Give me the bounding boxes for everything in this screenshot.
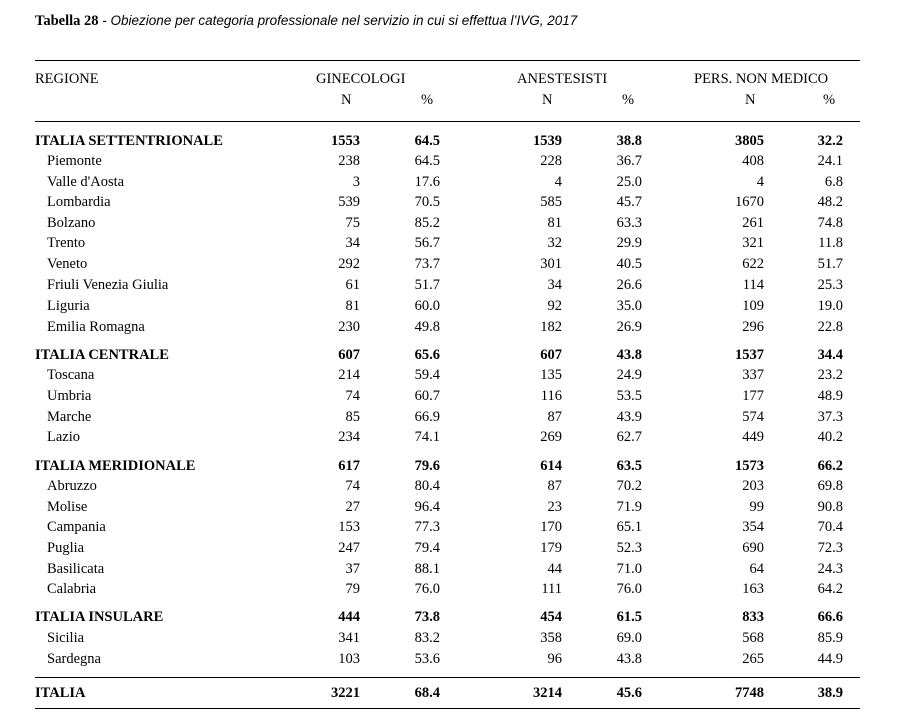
region-name: ITALIA INSULARE (35, 609, 164, 625)
cell-pers-pct: 70.4 (817, 519, 843, 535)
cell-pers-n: 64 (749, 561, 764, 577)
cell-pers-pct: 90.8 (817, 499, 843, 515)
cell-anestesisti-pct: 63.3 (616, 215, 642, 231)
cell-pers-n: 574 (742, 409, 764, 425)
region-name: Bolzano (47, 215, 96, 231)
table-row (0, 499, 911, 519)
table-row (0, 367, 911, 387)
group-row (0, 133, 911, 153)
table-row (0, 194, 911, 214)
cell-ginecologi-pct: 74.1 (414, 429, 440, 445)
cell-pers-n: 4 (756, 174, 764, 190)
cell-anestesisti-pct: 29.9 (616, 235, 642, 251)
cell-ginecologi-n: 341 (338, 630, 360, 646)
table-row (0, 630, 911, 650)
cell-pers-pct: 19.0 (817, 298, 843, 314)
header-ginecologi-pct: % (421, 92, 434, 108)
cell-anestesisti-pct: 24.9 (616, 367, 642, 383)
cell-ginecologi-pct: 65.6 (414, 347, 440, 363)
cell-anestesisti-n: 87 (547, 478, 562, 494)
cell-ginecologi-n: 3221 (331, 685, 360, 701)
cell-pers-n: 337 (742, 367, 764, 383)
region-name: Umbria (47, 388, 92, 404)
cell-ginecologi-n: 539 (338, 194, 360, 210)
cell-anestesisti-n: 87 (547, 409, 562, 425)
cell-anestesisti-n: 182 (540, 319, 562, 335)
cell-pers-n: 163 (742, 581, 764, 597)
table-row (0, 174, 911, 194)
cell-pers-pct: 37.3 (817, 409, 843, 425)
cell-anestesisti-pct: 71.9 (616, 499, 642, 515)
region-name: ITALIA (35, 685, 86, 701)
cell-anestesisti-n: 454 (540, 609, 562, 625)
cell-pers-n: 833 (742, 609, 764, 625)
table-row (0, 429, 911, 449)
cell-ginecologi-n: 85 (345, 409, 360, 425)
table-row (0, 409, 911, 429)
region-name: Liguria (47, 298, 90, 314)
cell-ginecologi-pct: 56.7 (414, 235, 440, 251)
region-name: Sicilia (47, 630, 85, 646)
cell-anestesisti-n: 179 (540, 540, 562, 556)
cell-anestesisti-pct: 53.5 (616, 388, 642, 404)
cell-ginecologi-pct: 85.2 (414, 215, 440, 231)
cell-ginecologi-n: 230 (338, 319, 360, 335)
region-name: Basilicata (47, 561, 105, 577)
region-name: Friuli Venezia Giulia (47, 277, 169, 293)
top-rule (35, 60, 860, 61)
region-name: Campania (47, 519, 106, 535)
cell-anestesisti-pct: 26.9 (616, 319, 642, 335)
cell-pers-pct: 66.2 (817, 458, 843, 474)
cell-ginecologi-n: 617 (338, 458, 360, 474)
cell-anestesisti-pct: 40.5 (616, 256, 642, 272)
cell-pers-n: 449 (742, 429, 764, 445)
table-row (0, 581, 911, 601)
cell-anestesisti-n: 32 (547, 235, 562, 251)
table-row (0, 519, 911, 539)
total-rule-top (35, 677, 860, 678)
cell-ginecologi-pct: 73.7 (414, 256, 440, 272)
region-name: Valle d'Aosta (47, 174, 125, 190)
cell-pers-pct: 23.2 (817, 367, 843, 383)
region-name: Veneto (47, 256, 88, 272)
cell-pers-pct: 66.6 (817, 609, 843, 625)
cell-pers-pct: 85.9 (817, 630, 843, 646)
cell-pers-pct: 51.7 (817, 256, 843, 272)
cell-pers-pct: 74.8 (817, 215, 843, 231)
group-row (0, 609, 911, 629)
table-row (0, 561, 911, 581)
cell-anestesisti-n: 614 (540, 458, 562, 474)
table-row (0, 540, 911, 560)
table-row (0, 256, 911, 276)
cell-anestesisti-n: 4 (554, 174, 562, 190)
cell-ginecologi-n: 79 (345, 581, 360, 597)
cell-pers-pct: 6.8 (824, 174, 843, 190)
cell-ginecologi-pct: 77.3 (414, 519, 440, 535)
cell-anestesisti-n: 1539 (533, 133, 562, 149)
cell-ginecologi-n: 1553 (331, 133, 360, 149)
cell-ginecologi-pct: 83.2 (414, 630, 440, 646)
cell-ginecologi-pct: 88.1 (414, 561, 440, 577)
cell-ginecologi-n: 153 (338, 519, 360, 535)
region-name: Abruzzo (47, 478, 97, 494)
cell-ginecologi-n: 81 (345, 298, 360, 314)
cell-anestesisti-n: 135 (540, 367, 562, 383)
cell-pers-n: 99 (749, 499, 764, 515)
cell-ginecologi-pct: 64.5 (414, 153, 440, 169)
cell-ginecologi-pct: 59.4 (414, 367, 440, 383)
cell-ginecologi-n: 74 (345, 478, 360, 494)
cell-anestesisti-pct: 25.0 (616, 174, 642, 190)
region-name: Emilia Romagna (47, 319, 145, 335)
header-pers-non-medico: PERS. NON MEDICO (694, 71, 829, 87)
cell-anestesisti-n: 44 (547, 561, 562, 577)
cell-anestesisti-n: 170 (540, 519, 562, 535)
cell-anestesisti-n: 116 (540, 388, 562, 404)
cell-pers-pct: 22.8 (817, 319, 843, 335)
cell-anestesisti-pct: 69.0 (616, 630, 642, 646)
region-name: ITALIA CENTRALE (35, 347, 169, 363)
cell-pers-pct: 24.1 (817, 153, 843, 169)
cell-anestesisti-pct: 35.0 (616, 298, 642, 314)
region-name: Molise (47, 499, 88, 515)
cell-pers-pct: 32.2 (817, 133, 843, 149)
cell-pers-pct: 25.3 (817, 277, 843, 293)
cell-anestesisti-n: 111 (541, 581, 562, 597)
cell-pers-n: 203 (742, 478, 764, 494)
table-number: Tabella 28 (35, 13, 99, 29)
cell-anestesisti-pct: 52.3 (616, 540, 642, 556)
group-row (0, 347, 911, 367)
cell-anestesisti-pct: 61.5 (616, 609, 642, 625)
table-row (0, 319, 911, 339)
cell-ginecologi-pct: 66.9 (414, 409, 440, 425)
cell-anestesisti-pct: 62.7 (616, 429, 642, 445)
cell-ginecologi-pct: 79.4 (414, 540, 440, 556)
cell-anestesisti-pct: 63.5 (616, 458, 642, 474)
cell-ginecologi-pct: 96.4 (414, 499, 440, 515)
cell-ginecologi-pct: 64.5 (414, 133, 440, 149)
header-ginecologi-n: N (341, 92, 352, 108)
cell-ginecologi-pct: 60.0 (414, 298, 440, 314)
cell-ginecologi-n: 27 (345, 499, 360, 515)
cell-anestesisti-n: 301 (540, 256, 562, 272)
cell-ginecologi-pct: 76.0 (414, 581, 440, 597)
cell-pers-pct: 64.2 (817, 581, 843, 597)
cell-pers-n: 1573 (735, 458, 764, 474)
cell-ginecologi-n: 444 (338, 609, 360, 625)
cell-ginecologi-n: 234 (338, 429, 360, 445)
cell-ginecologi-pct: 17.6 (414, 174, 440, 190)
cell-ginecologi-n: 34 (345, 235, 360, 251)
cell-anestesisti-pct: 45.6 (616, 685, 642, 701)
cell-pers-pct: 72.3 (817, 540, 843, 556)
cell-ginecologi-n: 103 (338, 651, 360, 667)
cell-pers-n: 690 (742, 540, 764, 556)
cell-pers-n: 321 (742, 235, 764, 251)
cell-anestesisti-n: 34 (547, 277, 562, 293)
cell-anestesisti-n: 269 (540, 429, 562, 445)
cell-pers-n: 114 (742, 277, 764, 293)
cell-ginecologi-pct: 49.8 (414, 319, 440, 335)
header-rule (35, 121, 860, 122)
cell-pers-n: 408 (742, 153, 764, 169)
table-title: Obiezione per categoria professionale nel servizio in cui si effettua l’IVG, 2017 (110, 13, 578, 28)
table-row (0, 277, 911, 297)
cell-pers-pct: 69.8 (817, 478, 843, 494)
total-row (0, 685, 911, 705)
region-name: Sardegna (47, 651, 101, 667)
cell-ginecologi-n: 75 (345, 215, 360, 231)
cell-anestesisti-pct: 36.7 (616, 153, 642, 169)
region-name: ITALIA MERIDIONALE (35, 458, 196, 474)
cell-anestesisti-n: 358 (540, 630, 562, 646)
cell-pers-n: 7748 (735, 685, 764, 701)
cell-pers-pct: 11.8 (818, 235, 843, 251)
cell-ginecologi-pct: 53.6 (414, 651, 440, 667)
region-name: Trento (47, 235, 86, 251)
cell-ginecologi-n: 3 (352, 174, 360, 190)
cell-ginecologi-pct: 80.4 (414, 478, 440, 494)
cell-anestesisti-n: 607 (540, 347, 562, 363)
cell-pers-n: 109 (742, 298, 764, 314)
cell-anestesisti-pct: 76.0 (616, 581, 642, 597)
cell-pers-n: 568 (742, 630, 764, 646)
header-pers-n: N (745, 92, 756, 108)
header-region: REGIONE (35, 71, 99, 87)
cell-anestesisti-pct: 70.2 (616, 478, 642, 494)
cell-anestesisti-pct: 38.8 (616, 133, 642, 149)
group-row (0, 458, 911, 478)
cell-anestesisti-n: 23 (547, 499, 562, 515)
cell-pers-n: 261 (742, 215, 764, 231)
header-pers-pct: % (823, 92, 836, 108)
cell-ginecologi-pct: 51.7 (414, 277, 440, 293)
cell-pers-n: 622 (742, 256, 764, 272)
header-anestesisti-n: N (542, 92, 553, 108)
cell-pers-n: 296 (742, 319, 764, 335)
cell-pers-n: 265 (742, 651, 764, 667)
cell-anestesisti-n: 228 (540, 153, 562, 169)
cell-ginecologi-n: 37 (345, 561, 360, 577)
cell-ginecologi-pct: 68.4 (414, 685, 440, 701)
cell-ginecologi-n: 214 (338, 367, 360, 383)
cell-pers-pct: 24.3 (817, 561, 843, 577)
region-name: Piemonte (47, 153, 102, 169)
cell-ginecologi-n: 247 (338, 540, 360, 556)
cell-anestesisti-pct: 71.0 (616, 561, 642, 577)
cell-anestesisti-n: 81 (547, 215, 562, 231)
table-row (0, 298, 911, 318)
cell-anestesisti-pct: 26.6 (616, 277, 642, 293)
header-ginecologi: GINECOLOGI (316, 71, 406, 87)
cell-ginecologi-n: 61 (345, 277, 360, 293)
cell-pers-n: 3805 (735, 133, 764, 149)
cell-pers-pct: 40.2 (817, 429, 843, 445)
cell-ginecologi-n: 607 (338, 347, 360, 363)
caption-separator: - (98, 13, 111, 28)
cell-ginecologi-pct: 73.8 (414, 609, 440, 625)
cell-anestesisti-pct: 43.9 (616, 409, 642, 425)
cell-ginecologi-pct: 79.6 (414, 458, 440, 474)
table-row (0, 388, 911, 408)
cell-anestesisti-pct: 65.1 (616, 519, 642, 535)
cell-ginecologi-n: 292 (338, 256, 360, 272)
region-name: ITALIA SETTENTRIONALE (35, 133, 223, 149)
header-anestesisti: ANESTESISTI (517, 71, 608, 87)
table-row (0, 215, 911, 235)
cell-pers-n: 177 (742, 388, 764, 404)
region-name: Calabria (47, 581, 97, 597)
cell-anestesisti-n: 585 (540, 194, 562, 210)
cell-anestesisti-n: 96 (547, 651, 562, 667)
cell-ginecologi-n: 74 (345, 388, 360, 404)
table-caption (35, 13, 577, 30)
cell-anestesisti-pct: 45.7 (616, 194, 642, 210)
cell-pers-pct: 44.9 (817, 651, 843, 667)
cell-pers-pct: 34.4 (817, 347, 843, 363)
cell-pers-pct: 48.2 (817, 194, 843, 210)
cell-ginecologi-n: 238 (338, 153, 360, 169)
bottom-rule (35, 708, 860, 709)
cell-anestesisti-n: 92 (547, 298, 562, 314)
cell-pers-pct: 38.9 (817, 685, 843, 701)
table-row (0, 153, 911, 173)
region-name: Lazio (47, 429, 81, 445)
region-name: Lombardia (47, 194, 111, 210)
cell-ginecologi-pct: 70.5 (414, 194, 440, 210)
table-row (0, 235, 911, 255)
table-row (0, 651, 911, 671)
region-name: Toscana (47, 367, 95, 383)
region-name: Puglia (47, 540, 85, 556)
table-row (0, 478, 911, 498)
cell-pers-n: 1670 (735, 194, 764, 210)
header-anestesisti-pct: % (622, 92, 635, 108)
cell-anestesisti-pct: 43.8 (616, 651, 642, 667)
region-name: Marche (47, 409, 92, 425)
cell-anestesisti-pct: 43.8 (616, 347, 642, 363)
cell-pers-pct: 48.9 (817, 388, 843, 404)
cell-ginecologi-pct: 60.7 (414, 388, 440, 404)
cell-anestesisti-n: 3214 (533, 685, 562, 701)
cell-pers-n: 1537 (735, 347, 764, 363)
cell-pers-n: 354 (742, 519, 764, 535)
